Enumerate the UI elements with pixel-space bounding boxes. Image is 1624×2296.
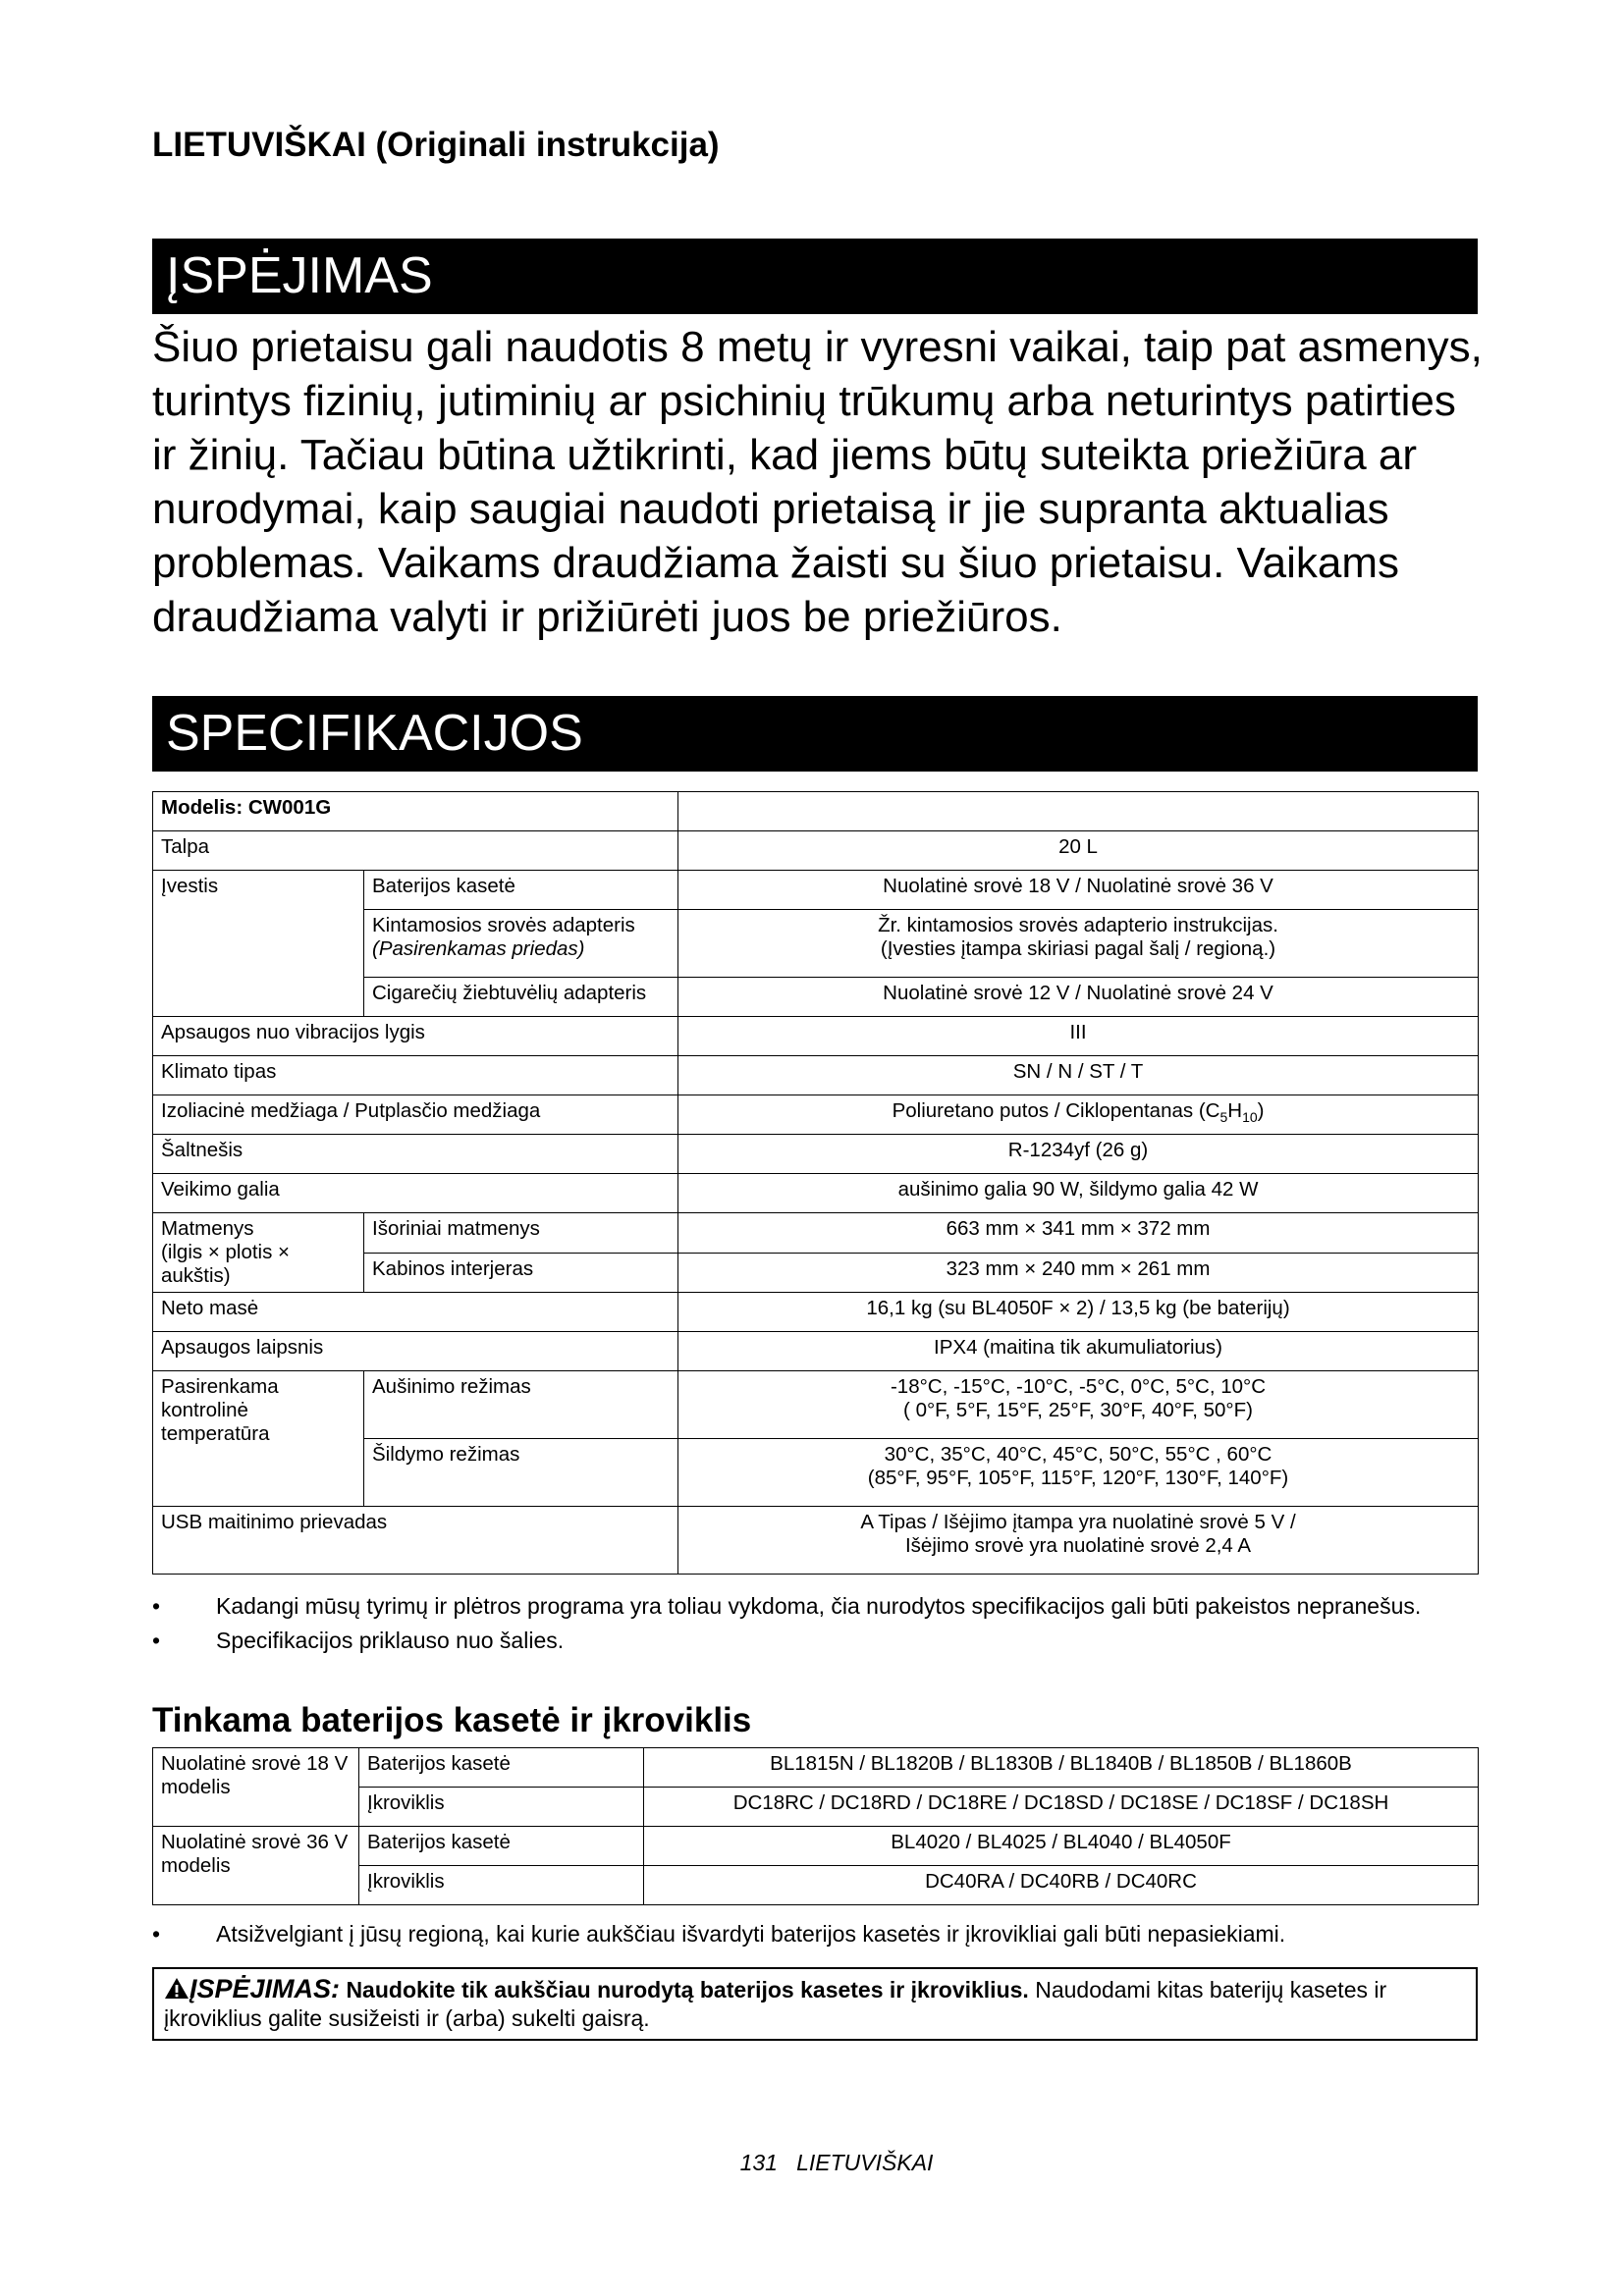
cooling-mode-label: Aušinimo režimas bbox=[364, 1371, 678, 1439]
insulation-label: Izoliacinė medžiaga / Putplasčio medžiaga bbox=[153, 1095, 678, 1135]
protection-value: IPX4 (maitina tik akumuliatorius) bbox=[678, 1332, 1479, 1371]
temperature-label: Pasirenkama kontrolinė temperatūra bbox=[153, 1371, 364, 1507]
table-row bbox=[153, 1827, 1479, 1866]
table-row bbox=[153, 1748, 1479, 1788]
climate-value: SN / N / ST / T bbox=[678, 1056, 1479, 1095]
footer-label: LIETUVIŠKAI bbox=[796, 2150, 934, 2175]
specifications-table bbox=[152, 791, 1479, 1575]
caution-label: ĮSPĖJIMAS: bbox=[189, 1974, 341, 2003]
cartridge-value: BL1815N / BL1820B / BL1830B / BL1840B / BL1850B / BL1860B bbox=[644, 1748, 1479, 1788]
list-item: • Kadangi mūsų tyrimų ir plėtros programa yra toliau vykdoma, čia nurodytos specifikacijos gali būti pakeistos nepranešus. bbox=[152, 1592, 1478, 1621]
caution-text: Naudodami kitas baterijų kasetes ir įkroviklius galite susižeisti ir (arba) sukelti gaisrą. bbox=[164, 1977, 1387, 2031]
battery-input-label: Baterijos kasetė bbox=[364, 871, 678, 910]
warning-triangle-icon bbox=[164, 1977, 189, 2000]
inner-dims-value: 323 mm × 240 mm × 261 mm bbox=[678, 1253, 1479, 1293]
table-row bbox=[153, 1095, 1479, 1135]
battery-group-label: Nuolatinė srovė 36 V modelis bbox=[153, 1827, 359, 1905]
cartridge-value: BL4020 / BL4025 / BL4040 / BL4050F bbox=[644, 1827, 1479, 1866]
charger-value: DC40RA / DC40RB / DC40RC bbox=[644, 1866, 1479, 1905]
caution-box bbox=[152, 1967, 1478, 2041]
model-cell: Modelis: CW001G bbox=[153, 792, 678, 831]
table-row bbox=[153, 1174, 1479, 1213]
dimensions-label: Matmenys (ilgis × plotis × aukštis) bbox=[153, 1213, 364, 1293]
input-label: Įvestis bbox=[153, 871, 364, 1017]
cooling-mode-value: -18°C, -15°C, -10°C, -5°C, 0°C, 5°C, 10°C ( 0°F, 5°F, 15°F, 25°F, 30°F, 40°F, 50°F) bbox=[678, 1371, 1479, 1439]
inner-dims-label: Kabinos interjeras bbox=[364, 1253, 678, 1293]
list-item: • Atsižvelgiant į jūsų regioną, kai kurie aukščiau išvardyti baterijos kasetės ir įkrovikliai gali būti nepasiekiami. bbox=[152, 1920, 1478, 1949]
car-adapter-label: Cigarečių žiebtuvėlių adapteris bbox=[364, 978, 678, 1017]
charger-value: DC18RC / DC18RD / DC18RE / DC18SD / DC18SE / DC18SF / DC18SH bbox=[644, 1788, 1479, 1827]
power-label: Veikimo galia bbox=[153, 1174, 678, 1213]
refrigerant-value: R-1234yf (26 g) bbox=[678, 1135, 1479, 1174]
battery-notes bbox=[152, 1920, 1478, 1954]
refrigerant-label: Šaltnešis bbox=[153, 1135, 678, 1174]
mass-value: 16,1 kg (su BL4050F × 2) / 13,5 kg (be baterijų) bbox=[678, 1293, 1479, 1332]
page-footer bbox=[0, 2150, 1624, 2176]
table-row bbox=[153, 1507, 1479, 1575]
car-adapter-value: Nuolatinė srovė 12 V / Nuolatinė srovė 24 V bbox=[678, 978, 1479, 1017]
table-row bbox=[153, 1017, 1479, 1056]
cartridge-label: Baterijos kasetė bbox=[359, 1827, 644, 1866]
heating-mode-label: Šildymo režimas bbox=[364, 1439, 678, 1507]
outer-dims-label: Išoriniai matmenys bbox=[364, 1213, 678, 1254]
ac-adapter-label: Kintamosios srovės adapteris (Pasirenkamas priedas) bbox=[364, 910, 678, 978]
insulation-value: Poliuretano putos / Ciklopentanas $(C_5H_{10})$ bbox=[678, 1095, 1479, 1135]
list-item: • Specifikacijos priklauso nuo šalies. bbox=[152, 1627, 1478, 1655]
table-row bbox=[153, 1135, 1479, 1174]
specifications-banner: SPECIFIKACIJOS bbox=[152, 696, 1478, 772]
charger-label: Įkroviklis bbox=[359, 1788, 644, 1827]
table-row bbox=[153, 1293, 1479, 1332]
warning-text: Šiuo prietaisu gali naudotis 8 metų ir vyresni vaikai, taip pat asmenys, turintys fizinių, jutiminių ar psichinių trūkumų arba neturintys patirties ir žinių. Tačiau būtina užtikrinti, kad jiems būtų suteikta priežiūra ar nurodymai, kaip saugiai naudoti prietaisą ir jie supranta aktualias problemas. Vaikams draudžiama žaisti su šiuo prietaisu. Vaikams draudžiama valyti ir prižiūrėti juos be priežiūros. bbox=[152, 323, 1483, 641]
capacity-value: 20 L bbox=[678, 831, 1479, 871]
table-row bbox=[153, 1056, 1479, 1095]
vibration-label: Apsaugos nuo vibracijos lygis bbox=[153, 1017, 678, 1056]
table-row bbox=[153, 1332, 1479, 1371]
mass-label: Neto masė bbox=[153, 1293, 678, 1332]
power-value: aušinimo galia 90 W, šildymo galia 42 W bbox=[678, 1174, 1479, 1213]
usb-value: A Tipas / Išėjimo įtampa yra nuolatinė srovė 5 V / Išėjimo srovė yra nuolatinė srovė 2,4 A bbox=[678, 1507, 1479, 1575]
warning-banner: ĮSPĖJIMAS bbox=[152, 239, 1478, 314]
page-header-title: LIETUVIŠKAI (Originali instrukcija) bbox=[152, 126, 720, 164]
table-row bbox=[153, 1213, 1479, 1254]
climate-label: Klimato tipas bbox=[153, 1056, 678, 1095]
charger-label: Įkroviklis bbox=[359, 1866, 644, 1905]
usb-label: USB maitinimo prievadas bbox=[153, 1507, 678, 1575]
battery-group-label: Nuolatinė srovė 18 V modelis bbox=[153, 1748, 359, 1827]
specification-notes bbox=[152, 1592, 1478, 1661]
protection-label: Apsaugos laipsnis bbox=[153, 1332, 678, 1371]
cartridge-label: Baterijos kasetė bbox=[359, 1748, 644, 1788]
table-row bbox=[153, 871, 1479, 910]
table-row bbox=[153, 831, 1479, 871]
caution-bold-text: Naudokite tik aukščiau nurodytą baterijos kasetes ir įkroviklius. bbox=[346, 1977, 1029, 2002]
capacity-label: Talpa bbox=[153, 831, 678, 871]
outer-dims-value: 663 mm × 341 mm × 372 mm bbox=[678, 1213, 1479, 1254]
battery-heading: Tinkama baterijos kasetė ir įkroviklis bbox=[152, 1701, 752, 1739]
ac-adapter-value: Žr. kintamosios srovės adapterio instrukcijas. (Įvesties įtampa skiriasi pagal šalį / regioną.) bbox=[678, 910, 1479, 978]
table-row bbox=[153, 1371, 1479, 1439]
battery-table bbox=[152, 1747, 1479, 1905]
table-row bbox=[153, 792, 1479, 831]
heating-mode-value: 30°C, 35°C, 40°C, 45°C, 50°C, 55°C , 60°C (85°F, 95°F, 105°F, 115°F, 120°F, 130°F, 140°F) bbox=[678, 1439, 1479, 1507]
page-number: 131 bbox=[739, 2150, 778, 2175]
vibration-value: III bbox=[678, 1017, 1479, 1056]
battery-input-value: Nuolatinė srovė 18 V / Nuolatinė srovė 36 V bbox=[678, 871, 1479, 910]
